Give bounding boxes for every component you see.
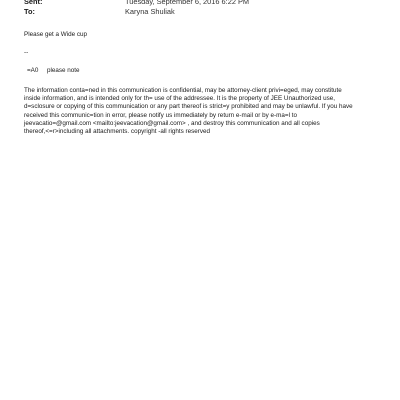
to-label: To:: [24, 7, 35, 16]
note-code: =A0: [27, 67, 39, 74]
disclaimer-line: jeevacatio=@gmail.com <mailto:jeevacation@gmail.com> , and destroy this communication and all copies: [24, 119, 320, 127]
confidentiality-disclaimer: [24, 87, 384, 136]
sent-label: Sent:: [24, 0, 43, 6]
note-line: [27, 67, 80, 75]
request-line: Please get a Wide cup: [24, 31, 88, 38]
disclaimer-line: The information conta=ned in this communication is confidential, may be attorney-client privi=eged, may constitute: [24, 87, 342, 94]
note-text: please note: [47, 67, 80, 74]
disclaimer-line: received this communic=tion in error, please notify us immediately by return e-mail or by e-ma=l to: [24, 111, 297, 119]
disclaimer-line: thereof,<=r>including all attachments. copyright -all rights reserved: [24, 128, 211, 136]
disclaimer-line: d=sclosure or copying of this communication or any part thereof is strict=y prohibited and may be unlawful. If you have: [24, 103, 353, 111]
recipient-name: Karyna Shuliak: [125, 7, 175, 16]
signature-separator: --: [24, 49, 29, 56]
sent-date: Tuesday, September 6, 2016 6:22 PM: [125, 0, 250, 6]
disclaimer-line: inside information, and is intended only for th= use of the addressee. It is the property of JEE Unauthorized use,: [24, 95, 336, 103]
